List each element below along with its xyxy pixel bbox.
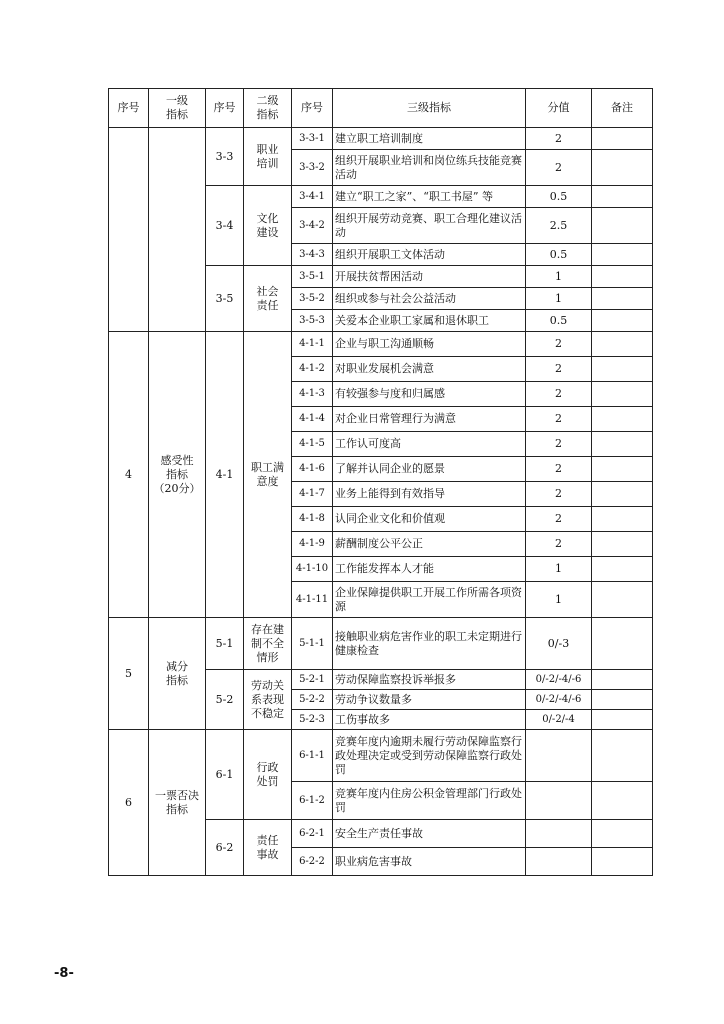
item-code: 5-2-3 <box>292 710 333 730</box>
item-code: 4-1-7 <box>292 482 333 507</box>
item-code: 3-3-1 <box>292 128 333 150</box>
item-text: 对职业发展机会满意 <box>333 357 526 382</box>
item-remark <box>592 150 653 186</box>
sub-seq: 3-4 <box>206 186 244 266</box>
item-score: 2 <box>526 532 592 557</box>
item-text: 职业病危害事故 <box>333 848 526 876</box>
item-score: 0.5 <box>526 186 592 208</box>
group-seq: 5 <box>109 618 149 730</box>
item-score: 1 <box>526 582 592 618</box>
item-score: 2 <box>526 507 592 532</box>
item-score: 2.5 <box>526 208 592 244</box>
item-remark <box>592 557 653 582</box>
item-text: 开展扶贫帮困活动 <box>333 266 526 288</box>
header-level-1: 一级 指标 <box>149 89 206 128</box>
item-score: 1 <box>526 266 592 288</box>
item-text: 企业保障提供职工开展工作所需各项资源 <box>333 582 526 618</box>
item-text: 工作认可度高 <box>333 432 526 457</box>
item-text: 工伤事故多 <box>333 710 526 730</box>
item-code: 4-1-8 <box>292 507 333 532</box>
item-text: 了解并认同企业的愿景 <box>333 457 526 482</box>
item-remark <box>592 820 653 848</box>
item-code: 4-1-4 <box>292 407 333 432</box>
header-seq-2: 序号 <box>206 89 244 128</box>
item-text: 工作能发挥本人才能 <box>333 557 526 582</box>
item-code: 5-2-1 <box>292 670 333 690</box>
sub-seq: 6-2 <box>206 820 244 876</box>
item-remark <box>592 730 653 782</box>
group-seq: 4 <box>109 332 149 618</box>
item-code: 3-4-3 <box>292 244 333 266</box>
item-text: 竞赛年度内逾期未履行劳动保障监察行政处理决定或受到劳动保障监察行政处罚 <box>333 730 526 782</box>
item-code: 4-1-1 <box>292 332 333 357</box>
item-code: 4-1-2 <box>292 357 333 382</box>
group-3-seq-cell <box>109 128 149 332</box>
item-score: 0/-2/-4/-6 <box>526 690 592 710</box>
item-score: 0.5 <box>526 310 592 332</box>
item-score: 0/-2/-4/-6 <box>526 670 592 690</box>
item-text: 劳动争议数量多 <box>333 690 526 710</box>
group-name: 感受性 指标 （20分） <box>149 332 206 618</box>
item-remark <box>592 482 653 507</box>
item-score: 1 <box>526 557 592 582</box>
header-score: 分值 <box>526 89 592 128</box>
group-name: 减分 指标 <box>149 618 206 730</box>
sub-seq: 5-1 <box>206 618 244 670</box>
table-row <box>109 128 653 150</box>
item-score: 2 <box>526 407 592 432</box>
item-text: 劳动保障监察投诉举报多 <box>333 670 526 690</box>
item-code: 4-1-6 <box>292 457 333 482</box>
item-text: 企业与职工沟通顺畅 <box>333 332 526 357</box>
item-code: 3-5-2 <box>292 288 333 310</box>
item-text: 组织开展职工文体活动 <box>333 244 526 266</box>
table-row <box>109 730 653 782</box>
item-text: 竞赛年度内住房公积金管理部门行政处罚 <box>333 782 526 820</box>
item-remark <box>592 186 653 208</box>
item-code: 4-1-10 <box>292 557 333 582</box>
item-score: 2 <box>526 150 592 186</box>
item-text: 关爱本企业职工家属和退休职工 <box>333 310 526 332</box>
item-score: 0/-3 <box>526 618 592 670</box>
item-remark <box>592 332 653 357</box>
item-code: 6-2-2 <box>292 848 333 876</box>
item-remark <box>592 507 653 532</box>
item-score: 1 <box>526 288 592 310</box>
table-header-row <box>109 89 653 128</box>
sub-seq: 3-5 <box>206 266 244 332</box>
item-code: 4-1-9 <box>292 532 333 557</box>
item-code: 3-5-1 <box>292 266 333 288</box>
group-seq: 6 <box>109 730 149 876</box>
item-code: 3-5-3 <box>292 310 333 332</box>
item-remark <box>592 710 653 730</box>
item-text: 业务上能得到有效指导 <box>333 482 526 507</box>
sub-name: 责任 事故 <box>244 820 292 876</box>
item-text: 组织开展职业培训和岗位练兵技能竞赛活动 <box>333 150 526 186</box>
item-remark <box>592 582 653 618</box>
item-text: 安全生产责任事故 <box>333 820 526 848</box>
item-score: 2 <box>526 357 592 382</box>
item-remark <box>592 457 653 482</box>
item-code: 3-3-2 <box>292 150 333 186</box>
item-text: 薪酬制度公平公正 <box>333 532 526 557</box>
item-score <box>526 848 592 876</box>
page-number: -8- <box>54 966 74 981</box>
item-code: 6-1-1 <box>292 730 333 782</box>
item-score: 2 <box>526 457 592 482</box>
indicator-table <box>108 88 653 876</box>
item-code: 4-1-3 <box>292 382 333 407</box>
sub-name: 社会 责任 <box>244 266 292 332</box>
item-remark <box>592 670 653 690</box>
header-seq-3: 序号 <box>292 89 333 128</box>
sub-seq: 3-3 <box>206 128 244 186</box>
header-level-3: 三级指标 <box>333 89 526 128</box>
item-score: 0/-2/-4 <box>526 710 592 730</box>
header-seq-1: 序号 <box>109 89 149 128</box>
item-score: 2 <box>526 482 592 507</box>
item-remark <box>592 244 653 266</box>
sub-name: 职工满 意度 <box>244 332 292 618</box>
item-text: 接触职业病危害作业的职工未定期进行健康检查 <box>333 618 526 670</box>
item-code: 5-1-1 <box>292 618 333 670</box>
item-code: 3-4-1 <box>292 186 333 208</box>
sub-name: 行政 处罚 <box>244 730 292 820</box>
item-remark <box>592 432 653 457</box>
item-remark <box>592 357 653 382</box>
item-text: 建立职工培训制度 <box>333 128 526 150</box>
item-code: 6-2-1 <box>292 820 333 848</box>
item-score: 0.5 <box>526 244 592 266</box>
item-score: 2 <box>526 128 592 150</box>
item-remark <box>592 310 653 332</box>
item-remark <box>592 288 653 310</box>
item-remark <box>592 407 653 432</box>
item-remark <box>592 208 653 244</box>
item-text: 认同企业文化和价值观 <box>333 507 526 532</box>
item-score: 2 <box>526 332 592 357</box>
group-name: 一票否决 指标 <box>149 730 206 876</box>
item-remark <box>592 128 653 150</box>
item-code: 3-4-2 <box>292 208 333 244</box>
item-code: 5-2-2 <box>292 690 333 710</box>
item-remark <box>592 618 653 670</box>
group-3-name-cell <box>149 128 206 332</box>
item-score: 2 <box>526 432 592 457</box>
item-text: 有较强参与度和归属感 <box>333 382 526 407</box>
item-remark <box>592 690 653 710</box>
item-score <box>526 730 592 782</box>
item-code: 6-1-2 <box>292 782 333 820</box>
header-level-2: 二级 指标 <box>244 89 292 128</box>
header-remark: 备注 <box>592 89 653 128</box>
item-text: 组织开展劳动竞赛、职工合理化建议活动 <box>333 208 526 244</box>
sub-name: 职业 培训 <box>244 128 292 186</box>
item-score: 2 <box>526 382 592 407</box>
item-code: 4-1-11 <box>292 582 333 618</box>
sub-seq: 6-1 <box>206 730 244 820</box>
item-text: 对企业日常管理行为满意 <box>333 407 526 432</box>
sub-seq: 5-2 <box>206 670 244 730</box>
item-code: 4-1-5 <box>292 432 333 457</box>
table-row <box>109 618 653 670</box>
item-remark <box>592 266 653 288</box>
item-remark <box>592 848 653 876</box>
sub-name: 文化 建设 <box>244 186 292 266</box>
sub-name: 存在建 制不全 情形 <box>244 618 292 670</box>
item-remark <box>592 382 653 407</box>
table-row <box>109 332 653 357</box>
item-score <box>526 782 592 820</box>
item-text: 建立“职工之家”、“职工书屋” 等 <box>333 186 526 208</box>
item-text: 组织或参与社会公益活动 <box>333 288 526 310</box>
item-score <box>526 820 592 848</box>
sub-seq: 4-1 <box>206 332 244 618</box>
item-remark <box>592 532 653 557</box>
sub-name: 劳动关 系表现 不稳定 <box>244 670 292 730</box>
item-remark <box>592 782 653 820</box>
